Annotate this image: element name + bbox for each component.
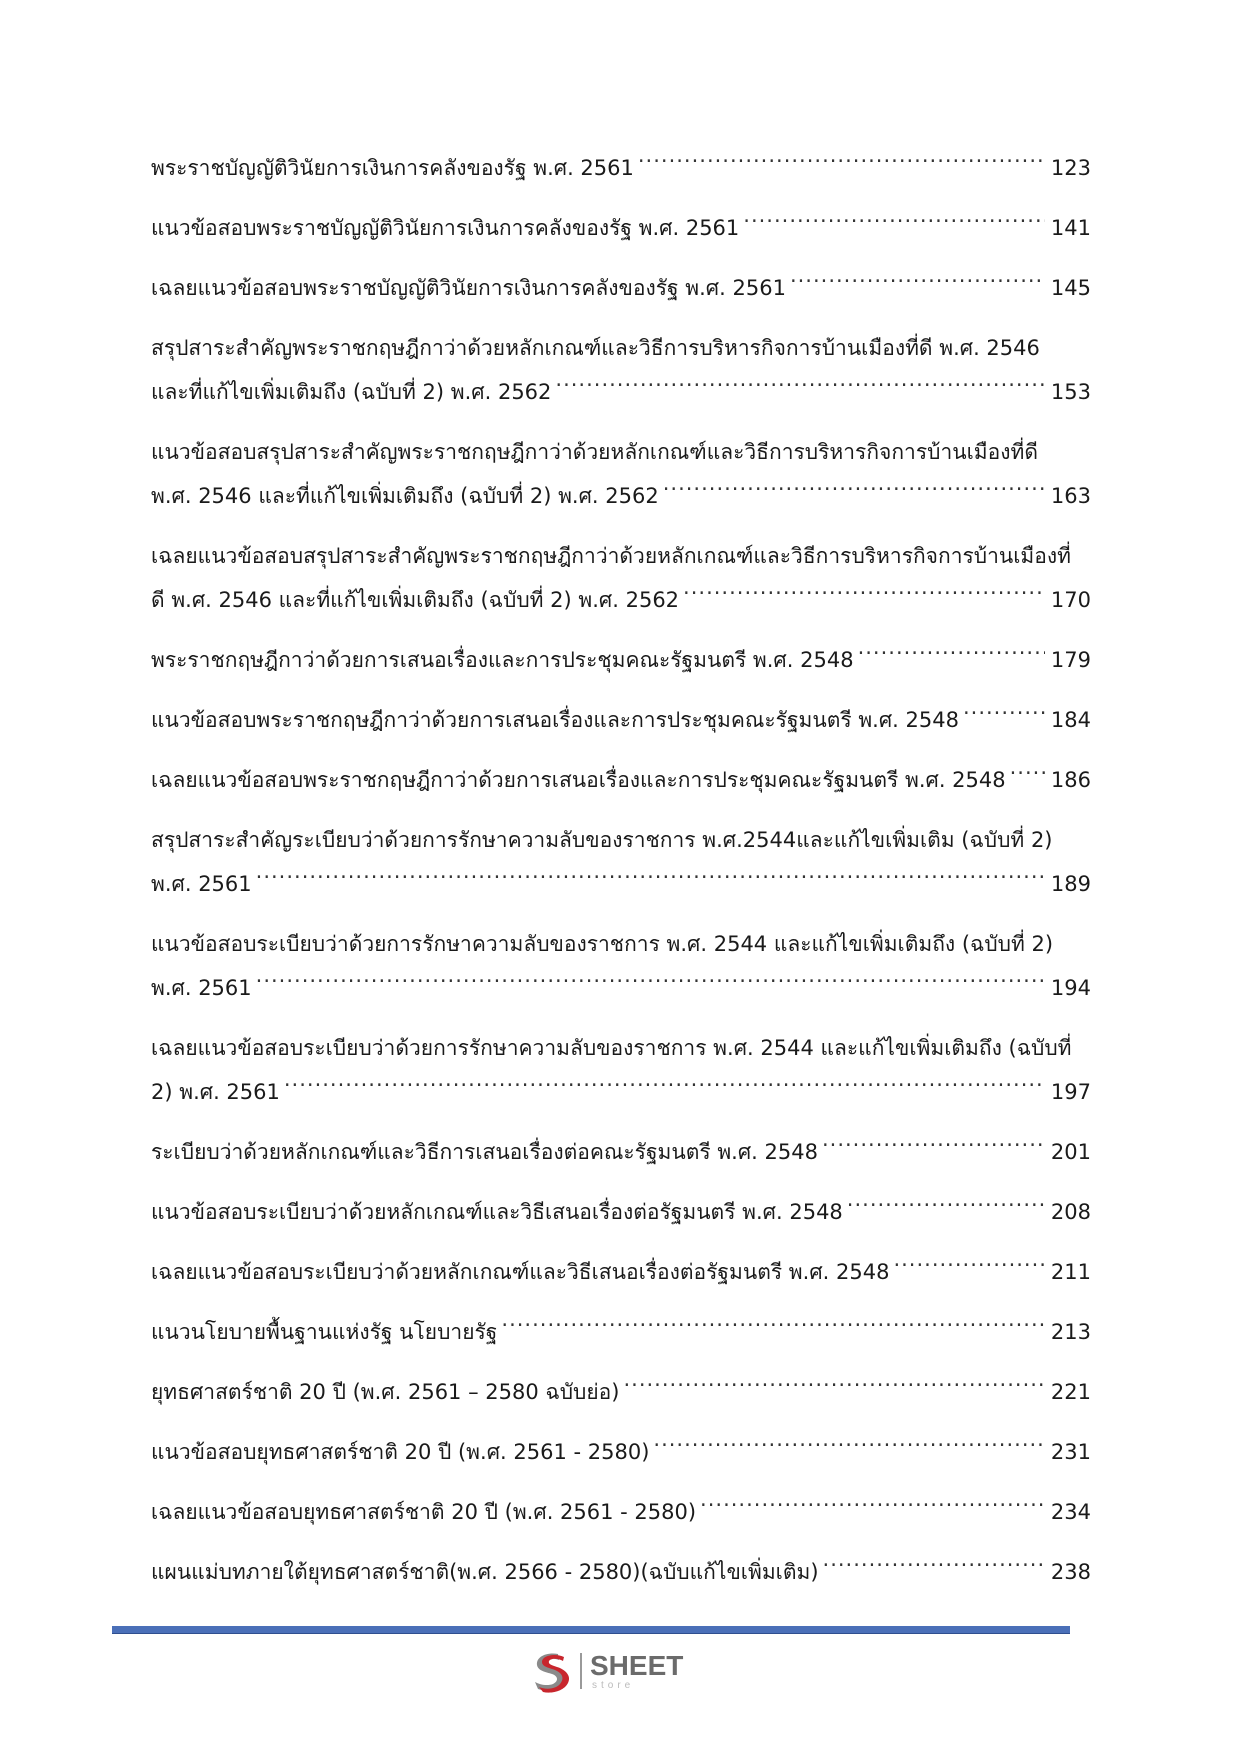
toc-entry-title-line: แผนแม่บทภายใต้ยุทธศาสตร์ชาติ(พ.ศ. 2566 - 2580)(ฉบับแก้ไขเพิ่มเติม) [151,1560,819,1584]
toc-page-number: 186 [1050,768,1091,792]
toc-entry-title-line: เฉลยแนวข้อสอบระเบียบว่าด้วยการรักษาความลับของราชการ พ.ศ. 2544 และแก้ไขเพิ่มเติมถึง (ฉบับที่ [151,1036,1072,1060]
dot-leader [858,646,1045,667]
toc-entry-row [151,1430,1091,1474]
toc-page-number: 189 [1050,872,1091,896]
toc-entry-row [151,1310,1091,1354]
toc-page-number: 234 [1050,1500,1091,1524]
toc-entry-row [151,966,1091,1010]
toc-entry-title-line: ระเบียบว่าด้วยหลักเกณฑ์และวิธีการเสนอเรื่องต่อคณะรัฐมนตรี พ.ศ. 2548 [151,1140,818,1164]
dot-leader [790,274,1045,295]
dot-leader [284,1078,1045,1099]
toc-page-number: 208 [1050,1200,1091,1224]
toc-entry-title-line: เฉลยแนวข้อสอบยุทธศาสตร์ชาติ 20 ปี (พ.ศ. 2561 - 2580) [151,1500,697,1524]
toc-entry[interactable] [151,1130,1091,1174]
toc-entry-row [151,474,1091,518]
toc-entry[interactable] [151,818,1091,906]
toc-page-number: 238 [1050,1560,1091,1584]
toc-entry-title-line: ดี พ.ศ. 2546 และที่แก้ไขเพิ่มเติมถึง (ฉบับที่ 2) พ.ศ. 2562 [151,588,680,612]
toc-entry[interactable] [151,326,1091,414]
toc-page-number: 145 [1050,276,1091,300]
toc-entry-row [151,206,1091,250]
dot-leader [653,1438,1045,1459]
dot-leader [893,1258,1044,1279]
toc-entry[interactable] [151,1370,1091,1414]
toc-entry[interactable] [151,922,1091,1010]
toc-entry-title-line: ยุทธศาสตร์ชาติ 20 ปี (พ.ศ. 2561 – 2580 ฉบับย่อ) [151,1380,620,1404]
toc-entry[interactable] [151,146,1091,190]
dot-leader [501,1318,1045,1339]
toc-entry-title-line: เฉลยแนวข้อสอบระเบียบว่าด้วยหลักเกณฑ์และวิธีเสนอเรื่องต่อรัฐมนตรี พ.ศ. 2548 [151,1260,890,1284]
dot-leader [743,214,1045,235]
dot-leader [683,586,1045,607]
toc-entry[interactable] [151,758,1091,802]
logo-subtext: store [592,1679,635,1691]
toc-entry-row [151,370,1091,414]
toc-entry-title-line: แนวข้อสอบสรุปสาระสำคัญพระราชกฤษฎีกาว่าด้วยหลักเกณฑ์และวิธีการบริหารกิจการบ้านเมืองที่ดี [151,440,1038,464]
toc-entry-row [151,1250,1091,1294]
toc-page-number: 163 [1050,484,1091,508]
toc-entry-title-line: เฉลยแนวข้อสอบสรุปสาระสำคัญพระราชกฤษฎีกาว่าด้วยหลักเกณฑ์และวิธีการบริหารกิจการบ้านเมืองที่ [151,544,1071,568]
toc-page-number: 153 [1050,380,1091,404]
toc-entry[interactable] [151,1310,1091,1354]
toc-entry[interactable] [151,206,1091,250]
toc-entry-row [151,1130,1091,1174]
toc-entry-title-line: เฉลยแนวข้อสอบพระราชกฤษฎีกาว่าด้วยการเสนอเรื่องและการประชุมคณะรัฐมนตรี พ.ศ. 2548 [151,768,1006,792]
toc-entry-row [151,638,1091,682]
dot-leader [623,1378,1044,1399]
toc-entry[interactable] [151,1026,1091,1114]
dot-leader [963,706,1045,727]
toc-entry-row [151,146,1091,190]
toc-entry-row [151,758,1091,802]
toc-page-number: 211 [1050,1260,1091,1284]
sheet-store-s-icon [528,1648,574,1694]
toc-entry-title-line: และที่แก้ไขเพิ่มเติมถึง (ฉบับที่ 2) พ.ศ. 2562 [151,380,552,404]
logo-word: SHEET [590,1649,684,1681]
table-of-contents [151,146,1091,1610]
sheet-store-logo [528,1648,683,1694]
footer-divider [112,1626,1070,1634]
toc-page-number: 213 [1050,1320,1091,1344]
dot-leader [256,974,1045,995]
toc-entry-row [151,862,1091,906]
toc-page-number: 141 [1050,216,1091,240]
toc-entry-title-line: สรุปสาระสำคัญพระราชกฤษฎีกาว่าด้วยหลักเกณฑ์และวิธีการบริหารกิจการบ้านเมืองที่ดี พ.ศ. 2546 [151,336,1040,360]
toc-entry[interactable] [151,1550,1091,1594]
toc-entry[interactable] [151,1430,1091,1474]
toc-page-number: 231 [1050,1440,1091,1464]
toc-entry[interactable] [151,1490,1091,1534]
toc-entry-row [151,578,1091,622]
toc-entry-title-line: แนวข้อสอบยุทธศาสตร์ชาติ 20 ปี (พ.ศ. 2561 - 2580) [151,1440,650,1464]
toc-entry[interactable] [151,1250,1091,1294]
toc-page-number: 184 [1050,708,1091,732]
toc-entry-title-line: พ.ศ. 2561 [151,872,252,896]
toc-entry-row [151,698,1091,742]
toc-entry-title-line: สรุปสาระสำคัญระเบียบว่าด้วยการรักษาความลับของราชการ พ.ศ.2544และแก้ไขเพิ่มเติม (ฉบับที่ 2) [151,828,1053,852]
logo-divider [580,1653,582,1689]
dot-leader [555,378,1045,399]
toc-entry[interactable] [151,534,1091,622]
logo-text [590,1649,684,1691]
toc-page-number: 170 [1050,588,1091,612]
dot-leader [822,1138,1045,1159]
toc-entry[interactable] [151,698,1091,742]
toc-entry-title-line: แนวข้อสอบพระราชบัญญัติวินัยการเงินการคลังของรัฐ พ.ศ. 2561 [151,216,740,240]
toc-entry-row [151,1550,1091,1594]
toc-entry-title-line: พ.ศ. 2546 และที่แก้ไขเพิ่มเติมถึง (ฉบับที่ 2) พ.ศ. 2562 [151,484,659,508]
toc-entry-row [151,1070,1091,1114]
toc-page-number: 197 [1050,1080,1091,1104]
toc-entry[interactable] [151,638,1091,682]
toc-entry[interactable] [151,430,1091,518]
toc-page-number: 221 [1050,1380,1091,1404]
toc-entry-row [151,266,1091,310]
toc-entry-row [151,1370,1091,1414]
dot-leader [638,154,1045,175]
toc-entry-title-line: แนวข้อสอบระเบียบว่าด้วยการรักษาความลับของราชการ พ.ศ. 2544 และแก้ไขเพิ่มเติมถึง (ฉบับที่ 2) [151,932,1054,956]
toc-entry-title-line: แนวข้อสอบพระราชกฤษฎีกาว่าด้วยการเสนอเรื่องและการประชุมคณะรัฐมนตรี พ.ศ. 2548 [151,708,959,732]
toc-entry-title-line: พระราชบัญญัติวินัยการเงินการคลังของรัฐ พ.ศ. 2561 [151,156,634,180]
toc-page-number: 194 [1050,976,1091,1000]
dot-leader [256,870,1045,891]
dot-leader [1010,766,1045,787]
toc-entry[interactable] [151,1190,1091,1234]
toc-entry-title-line: 2) พ.ศ. 2561 [151,1080,280,1104]
toc-page-number: 123 [1050,156,1091,180]
dot-leader [700,1498,1045,1519]
toc-entry-row [151,1490,1091,1534]
toc-entry-row [151,1190,1091,1234]
dot-leader [823,1558,1045,1579]
toc-entry-title-line: แนวนโยบายพื้นฐานแห่งรัฐ นโยบายรัฐ [151,1320,498,1344]
toc-entry-title-line: พ.ศ. 2561 [151,976,252,1000]
toc-entry-title-line: แนวข้อสอบระเบียบว่าด้วยหลักเกณฑ์และวิธีเสนอเรื่องต่อรัฐมนตรี พ.ศ. 2548 [151,1200,843,1224]
toc-entry-title-line: พระราชกฤษฎีกาว่าด้วยการเสนอเรื่องและการประชุมคณะรัฐมนตรี พ.ศ. 2548 [151,648,854,672]
toc-page-number: 179 [1050,648,1091,672]
toc-page-number: 201 [1050,1140,1091,1164]
dot-leader [663,482,1045,503]
toc-entry-title-line: เฉลยแนวข้อสอบพระราชบัญญัติวินัยการเงินการคลังของรัฐ พ.ศ. 2561 [151,276,786,300]
toc-entry[interactable] [151,266,1091,310]
dot-leader [847,1198,1045,1219]
